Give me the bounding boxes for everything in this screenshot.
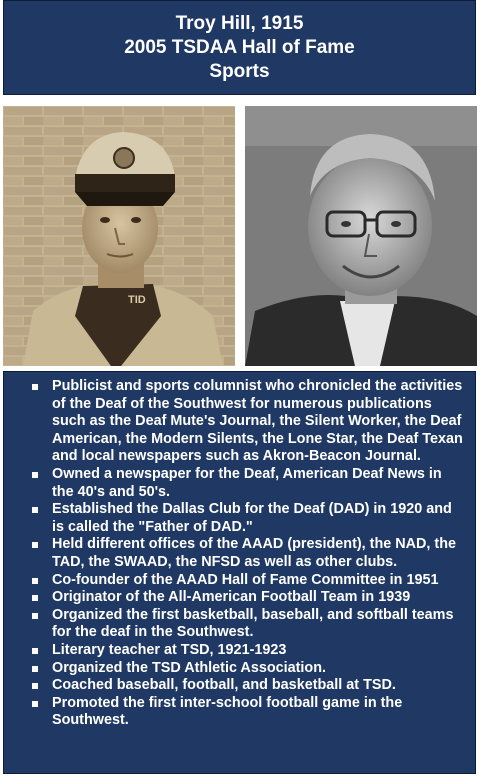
bullet-square-icon xyxy=(32,701,38,707)
bullet-square-icon xyxy=(32,648,38,654)
photo-older-troy-hill xyxy=(245,106,477,366)
bullet-square-icon xyxy=(32,683,38,689)
collar-letters: TID xyxy=(128,294,146,306)
bullet-square-icon xyxy=(32,507,38,513)
list-item-text: Organized the TSD Athletic Association. xyxy=(52,659,326,676)
list-item xyxy=(32,695,465,730)
list-item-text: Literary teacher at TSD, 1921-1923 xyxy=(52,641,287,658)
list-item xyxy=(32,378,465,466)
list-item-text: Coached baseball, football, and basketball at TSD. xyxy=(52,677,396,694)
title-name-year: Troy Hill, 1915 xyxy=(175,12,304,34)
list-item xyxy=(32,501,465,536)
bullet-square-icon xyxy=(32,595,38,601)
grayscale-portrait-image xyxy=(245,106,477,366)
bullet-square-icon xyxy=(32,578,38,584)
list-item-text: Originator of the All-American Football Team in 1939 xyxy=(52,589,411,606)
list-item-text: Co-founder of the AAAD Hall of Fame Committee in 1951 xyxy=(52,571,439,588)
sepia-portrait-image xyxy=(3,106,235,366)
list-item-text: Promoted the first inter-school football game in the Southwest. xyxy=(52,694,403,729)
list-item xyxy=(32,660,465,678)
list-item-text: Organized the first basketball, baseball, and softball teams for the deaf in the Southwest. xyxy=(52,606,454,641)
list-item-text: Publicist and sports columnist who chronicled the activities of the Deaf of the Southwest for numerous publications such as the Deaf Mute's Journal, the Silent Worker, the Deaf American, the Modern Silents, the Lone Star, the Deaf Texan and local newspapers such as Akron-Beacon Journal. xyxy=(52,378,463,465)
list-item-text: Held different offices of the AAAD (president), the NAD, the TAD, the SWAAD, the NFSD as well as other clubs. xyxy=(52,536,457,570)
biography-panel xyxy=(3,371,476,774)
list-item xyxy=(32,466,465,501)
bullet-square-icon xyxy=(32,666,38,672)
bullet-square-icon xyxy=(32,472,38,478)
achievements-list xyxy=(4,372,475,730)
list-item xyxy=(32,589,465,607)
list-item xyxy=(32,677,465,695)
bullet-square-icon xyxy=(32,384,38,390)
title-category: Sports xyxy=(209,60,270,82)
title-banner xyxy=(3,0,476,95)
photo-young-troy-hill xyxy=(3,106,235,366)
bullet-square-icon xyxy=(32,542,38,548)
list-item-text: Owned a newspaper for the Deaf, American Deaf News in the 40's and 50's. xyxy=(52,465,442,500)
list-item xyxy=(32,536,465,571)
list-item-text: Established the Dallas Club for the Deaf (DAD) in 1920 and is called the "Father of DAD." xyxy=(52,501,452,535)
title-hall-of-fame: 2005 TSDAA Hall of Fame xyxy=(124,36,355,58)
bullet-square-icon xyxy=(32,613,38,619)
list-item xyxy=(32,607,465,642)
list-item xyxy=(32,642,465,660)
list-item xyxy=(32,572,465,590)
